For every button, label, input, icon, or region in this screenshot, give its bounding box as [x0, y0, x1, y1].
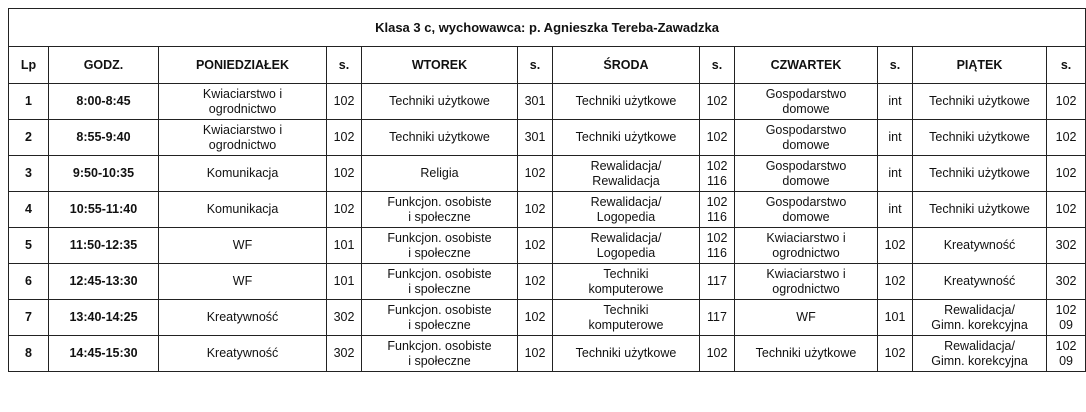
timetable-sheet	[8, 8, 1077, 408]
header-monday: PONIEDZIAŁEK	[159, 47, 327, 84]
tuesday-subject-cell: Religia	[362, 156, 518, 192]
lesson-number-cell: 5	[9, 228, 49, 264]
wednesday-subject-cell: Rewalidacja/ Logopedia	[553, 192, 700, 228]
wednesday-subject-cell: Rewalidacja/ Rewalidacja	[553, 156, 700, 192]
tuesday-room-cell: 102	[518, 228, 553, 264]
thursday-room-cell: 101	[878, 300, 913, 336]
monday-room-cell: 302	[327, 336, 362, 372]
friday-room-cell: 302	[1047, 264, 1086, 300]
table-row	[9, 228, 1086, 264]
header-friday-room: s.	[1047, 47, 1086, 84]
tuesday-room-cell: 102	[518, 192, 553, 228]
lesson-number-cell: 4	[9, 192, 49, 228]
wednesday-subject-cell: Techniki użytkowe	[553, 120, 700, 156]
tuesday-room-cell: 102	[518, 264, 553, 300]
monday-room-cell: 302	[327, 300, 362, 336]
thursday-room-cell: 102	[878, 336, 913, 372]
lesson-number-cell: 8	[9, 336, 49, 372]
timetable	[8, 8, 1086, 372]
tuesday-room-cell: 102	[518, 300, 553, 336]
thursday-subject-cell: Gospodarstwo domowe	[735, 84, 878, 120]
thursday-room-cell: int	[878, 156, 913, 192]
monday-room-cell: 101	[327, 228, 362, 264]
tuesday-room-cell: 102	[518, 336, 553, 372]
timetable-body	[9, 84, 1086, 372]
class-title: Klasa 3 c, wychowawca: p. Agnieszka Tereba-Zawadzka	[9, 9, 1086, 47]
table-row	[9, 300, 1086, 336]
wednesday-room-cell: 117	[700, 264, 735, 300]
monday-subject-cell: Kwiaciarstwo i ogrodnictwo	[159, 120, 327, 156]
thursday-subject-cell: Kwiaciarstwo i ogrodnictwo	[735, 228, 878, 264]
lesson-number-cell: 2	[9, 120, 49, 156]
header-monday-room: s.	[327, 47, 362, 84]
monday-room-cell: 102	[327, 192, 362, 228]
friday-room-cell: 102 09	[1047, 300, 1086, 336]
header-thursday: CZWARTEK	[735, 47, 878, 84]
thursday-room-cell: 102	[878, 264, 913, 300]
friday-room-cell: 102	[1047, 156, 1086, 192]
monday-subject-cell: WF	[159, 228, 327, 264]
header-wednesday-room: s.	[700, 47, 735, 84]
friday-room-cell: 102	[1047, 120, 1086, 156]
header-tuesday-room: s.	[518, 47, 553, 84]
lesson-number-cell: 7	[9, 300, 49, 336]
friday-subject-cell: Techniki użytkowe	[913, 156, 1047, 192]
thursday-subject-cell: Kwiaciarstwo i ogrodnictwo	[735, 264, 878, 300]
monday-subject-cell: WF	[159, 264, 327, 300]
header-tuesday: WTOREK	[362, 47, 518, 84]
wednesday-subject-cell: Rewalidacja/ Logopedia	[553, 228, 700, 264]
thursday-room-cell: 102	[878, 228, 913, 264]
header-time: GODZ.	[49, 47, 159, 84]
wednesday-room-cell: 102 116	[700, 192, 735, 228]
table-row	[9, 336, 1086, 372]
wednesday-room-cell: 102 116	[700, 156, 735, 192]
monday-room-cell: 102	[327, 120, 362, 156]
lesson-time-cell: 14:45-15:30	[49, 336, 159, 372]
lesson-number-cell: 1	[9, 84, 49, 120]
tuesday-subject-cell: Funkcjon. osobiste i społeczne	[362, 192, 518, 228]
friday-room-cell: 302	[1047, 228, 1086, 264]
wednesday-room-cell: 117	[700, 300, 735, 336]
lesson-time-cell: 10:55-11:40	[49, 192, 159, 228]
wednesday-room-cell: 102	[700, 120, 735, 156]
table-row	[9, 120, 1086, 156]
tuesday-subject-cell: Funkcjon. osobiste i społeczne	[362, 264, 518, 300]
thursday-room-cell: int	[878, 120, 913, 156]
header-wednesday: ŚRODA	[553, 47, 700, 84]
friday-room-cell: 102	[1047, 192, 1086, 228]
monday-subject-cell: Komunikacja	[159, 192, 327, 228]
friday-subject-cell: Kreatywność	[913, 228, 1047, 264]
friday-room-cell: 102	[1047, 84, 1086, 120]
friday-subject-cell: Techniki użytkowe	[913, 120, 1047, 156]
friday-subject-cell: Techniki użytkowe	[913, 192, 1047, 228]
friday-subject-cell: Rewalidacja/ Gimn. korekcyjna	[913, 336, 1047, 372]
friday-subject-cell: Rewalidacja/ Gimn. korekcyjna	[913, 300, 1047, 336]
table-row	[9, 84, 1086, 120]
table-row	[9, 264, 1086, 300]
lesson-time-cell: 8:00-8:45	[49, 84, 159, 120]
thursday-subject-cell: Gospodarstwo domowe	[735, 120, 878, 156]
friday-subject-cell: Techniki użytkowe	[913, 84, 1047, 120]
table-row	[9, 192, 1086, 228]
wednesday-subject-cell: Techniki użytkowe	[553, 336, 700, 372]
lesson-time-cell: 13:40-14:25	[49, 300, 159, 336]
wednesday-room-cell: 102 116	[700, 228, 735, 264]
wednesday-subject-cell: Techniki komputerowe	[553, 264, 700, 300]
thursday-subject-cell: Techniki użytkowe	[735, 336, 878, 372]
monday-subject-cell: Komunikacja	[159, 156, 327, 192]
lesson-number-cell: 3	[9, 156, 49, 192]
tuesday-subject-cell: Funkcjon. osobiste i społeczne	[362, 336, 518, 372]
lesson-time-cell: 12:45-13:30	[49, 264, 159, 300]
wednesday-room-cell: 102	[700, 84, 735, 120]
lesson-time-cell: 8:55-9:40	[49, 120, 159, 156]
tuesday-subject-cell: Techniki użytkowe	[362, 120, 518, 156]
wednesday-subject-cell: Techniki komputerowe	[553, 300, 700, 336]
thursday-room-cell: int	[878, 192, 913, 228]
friday-room-cell: 102 09	[1047, 336, 1086, 372]
tuesday-subject-cell: Techniki użytkowe	[362, 84, 518, 120]
monday-subject-cell: Kwiaciarstwo i ogrodnictwo	[159, 84, 327, 120]
tuesday-room-cell: 301	[518, 84, 553, 120]
thursday-subject-cell: WF	[735, 300, 878, 336]
monday-room-cell: 102	[327, 156, 362, 192]
monday-subject-cell: Kreatywność	[159, 336, 327, 372]
monday-subject-cell: Kreatywność	[159, 300, 327, 336]
header-thursday-room: s.	[878, 47, 913, 84]
monday-room-cell: 102	[327, 84, 362, 120]
lesson-number-cell: 6	[9, 264, 49, 300]
thursday-room-cell: int	[878, 84, 913, 120]
friday-subject-cell: Kreatywność	[913, 264, 1047, 300]
monday-room-cell: 101	[327, 264, 362, 300]
lesson-time-cell: 9:50-10:35	[49, 156, 159, 192]
tuesday-subject-cell: Funkcjon. osobiste i społeczne	[362, 300, 518, 336]
wednesday-room-cell: 102	[700, 336, 735, 372]
header-lp: Lp	[9, 47, 49, 84]
tuesday-room-cell: 301	[518, 120, 553, 156]
thursday-subject-cell: Gospodarstwo domowe	[735, 156, 878, 192]
lesson-time-cell: 11:50-12:35	[49, 228, 159, 264]
table-row	[9, 156, 1086, 192]
thursday-subject-cell: Gospodarstwo domowe	[735, 192, 878, 228]
tuesday-subject-cell: Funkcjon. osobiste i społeczne	[362, 228, 518, 264]
header-friday: PIĄTEK	[913, 47, 1047, 84]
wednesday-subject-cell: Techniki użytkowe	[553, 84, 700, 120]
tuesday-room-cell: 102	[518, 156, 553, 192]
